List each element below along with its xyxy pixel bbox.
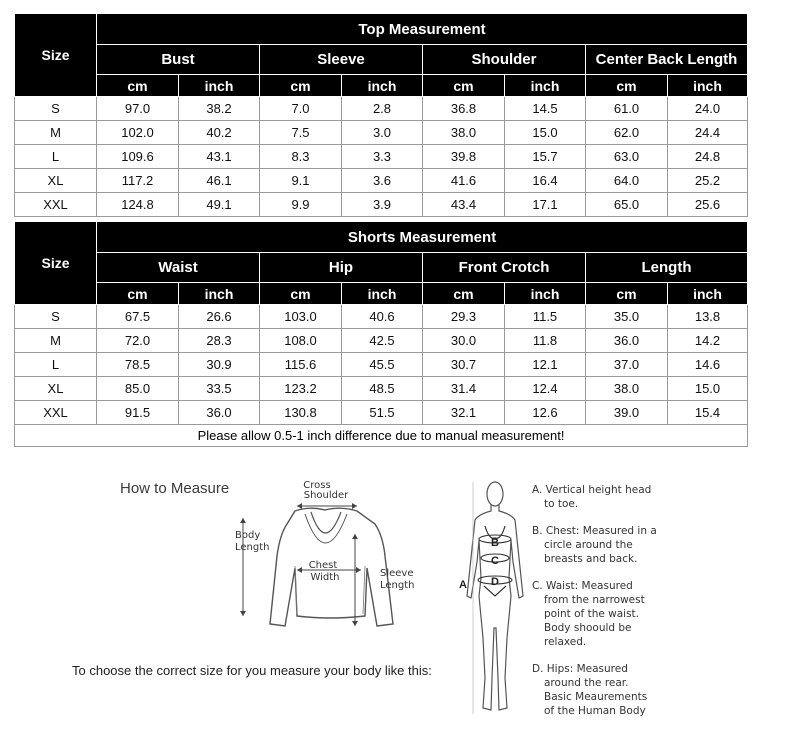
column-group-header: Hip [260,253,423,283]
value-cell: 13.8 [668,305,748,329]
value-cell: 14.2 [668,329,748,353]
value-cell: 36.0 [179,401,260,425]
value-cell: 24.4 [668,121,748,145]
value-cell: 67.5 [97,305,179,329]
value-cell: 14.5 [505,97,586,121]
description-line: point of the waist. [544,608,640,620]
unit-header: inch [505,283,586,305]
size-cell: S [15,97,97,121]
description-line: A. Vertical height head [532,484,652,496]
unit-header: cm [423,75,505,97]
description-a [532,483,651,511]
description-line: circle around the [544,539,633,551]
value-cell: 117.2 [97,169,179,193]
value-cell: 130.8 [260,401,342,425]
value-cell: 8.3 [260,145,342,169]
size-cell: XL [15,377,97,401]
column-group-header: Bust [97,45,260,75]
value-cell: 15.4 [668,401,748,425]
value-cell: 2.8 [342,97,423,121]
value-cell: 91.5 [97,401,179,425]
value-cell: 103.0 [260,305,342,329]
value-cell: 3.9 [342,193,423,217]
value-cell: 3.3 [342,145,423,169]
description-d [532,662,647,718]
description-line: Basic Meaurements [544,691,648,703]
unit-header: cm [260,283,342,305]
size-cell: L [15,353,97,377]
value-cell: 35.0 [586,305,668,329]
table-row [15,97,748,121]
table-row [15,121,748,145]
sweater-diagram [225,476,425,636]
value-cell: 15.7 [505,145,586,169]
value-cell: 42.5 [342,329,423,353]
value-cell: 108.0 [260,329,342,353]
value-cell: 45.5 [342,353,423,377]
value-cell: 15.0 [668,377,748,401]
letter-c-label: C [491,555,499,567]
value-cell: 40.6 [342,305,423,329]
size-cell: XXL [15,193,97,217]
value-cell: 37.0 [586,353,668,377]
value-cell: 33.5 [179,377,260,401]
description-c [532,579,645,649]
size-cell: M [15,329,97,353]
value-cell: 32.1 [423,401,505,425]
value-cell: 72.0 [97,329,179,353]
chest-width-label-line1: Chest [308,560,338,571]
value-cell: 3.0 [342,121,423,145]
size-header: Size [15,14,97,97]
sleeve-length-label-line1: Sleeve [380,568,414,579]
description-line: from the narrowest [544,594,645,606]
value-cell: 115.6 [260,353,342,377]
value-cell: 11.5 [505,305,586,329]
value-cell: 102.0 [97,121,179,145]
description-line: C. Waist: Measured [532,580,633,592]
value-cell: 30.9 [179,353,260,377]
value-cell: 17.1 [505,193,586,217]
value-cell: 124.8 [97,193,179,217]
value-cell: 24.0 [668,97,748,121]
size-cell: XL [15,169,97,193]
description-line: breasts and back. [544,553,638,565]
size-cell: S [15,305,97,329]
value-cell: 46.1 [179,169,260,193]
value-cell: 78.5 [97,353,179,377]
table-row [15,377,748,401]
letter-b-label: B [491,537,499,549]
choose-size-instruction: To choose the correct size for you measure your body like this: [72,663,432,678]
cross-shoulder-label-line1: Cross [303,480,331,491]
shorts-measurement-table [14,221,748,447]
value-cell: 29.3 [423,305,505,329]
size-cell: L [15,145,97,169]
value-cell: 30.0 [423,329,505,353]
column-group-header: Sleeve [260,45,423,75]
value-cell: 43.4 [423,193,505,217]
column-group-header: Shoulder [423,45,586,75]
value-cell: 28.3 [179,329,260,353]
table-row [15,353,748,377]
column-group-header: Length [586,253,748,283]
value-cell: 7.0 [260,97,342,121]
table-row [15,329,748,353]
body-length-label-line2: Length [235,542,270,553]
value-cell: 25.2 [668,169,748,193]
value-cell: 9.1 [260,169,342,193]
sleeve-length-label-line2: Length [380,580,415,591]
value-cell: 41.6 [423,169,505,193]
unit-header: cm [423,283,505,305]
value-cell: 9.9 [260,193,342,217]
measurement-note: Please allow 0.5-1 inch difference due to manual measurement! [15,425,748,447]
value-cell: 61.0 [586,97,668,121]
top-measurement-table [14,13,748,217]
description-line: around the rear. [544,677,629,689]
description-line: relaxed. [544,636,587,648]
value-cell: 49.1 [179,193,260,217]
value-cell: 12.6 [505,401,586,425]
unit-header: cm [97,75,179,97]
value-cell: 38.2 [179,97,260,121]
value-cell: 39.8 [423,145,505,169]
value-cell: 24.8 [668,145,748,169]
size-header: Size [15,222,97,305]
description-line: D. Hips: Measured [532,663,628,675]
value-cell: 25.6 [668,193,748,217]
value-cell: 97.0 [97,97,179,121]
unit-header: inch [342,75,423,97]
description-b [532,524,657,566]
value-cell: 15.0 [505,121,586,145]
description-line: Body shoould be [544,622,632,634]
unit-header: inch [505,75,586,97]
column-group-header: Center Back Length [586,45,748,75]
value-cell: 16.4 [505,169,586,193]
description-line: to toe. [544,498,579,510]
value-cell: 12.4 [505,377,586,401]
value-cell: 39.0 [586,401,668,425]
value-cell: 109.6 [97,145,179,169]
unit-header: cm [260,75,342,97]
value-cell: 3.6 [342,169,423,193]
column-group-header: Waist [97,253,260,283]
value-cell: 43.1 [179,145,260,169]
description-line: B. Chest: Measured in a [532,525,657,537]
size-cell: XXL [15,401,97,425]
description-line: of the Human Body [544,705,646,717]
letter-d-label: D [491,576,499,588]
value-cell: 31.4 [423,377,505,401]
value-cell: 11.8 [505,329,586,353]
body-figure-diagram [455,478,530,718]
table-row [15,193,748,217]
unit-header: inch [179,75,260,97]
how-to-measure-heading: How to Measure [120,480,230,497]
unit-header: inch [668,75,748,97]
value-cell: 38.0 [586,377,668,401]
unit-header: inch [668,283,748,305]
table-title: Top Measurement [97,14,748,45]
value-cell: 12.1 [505,353,586,377]
unit-header: cm [586,283,668,305]
value-cell: 64.0 [586,169,668,193]
table-row [15,305,748,329]
size-cell: M [15,121,97,145]
unit-header: inch [179,283,260,305]
value-cell: 62.0 [586,121,668,145]
value-cell: 63.0 [586,145,668,169]
value-cell: 26.6 [179,305,260,329]
value-cell: 123.2 [260,377,342,401]
value-cell: 7.5 [260,121,342,145]
cross-shoulder-label-line2: Shoulder [303,490,349,501]
table-row [15,401,748,425]
value-cell: 51.5 [342,401,423,425]
value-cell: 38.0 [423,121,505,145]
letter-a-label: A [459,579,467,591]
value-cell: 85.0 [97,377,179,401]
value-cell: 65.0 [586,193,668,217]
chest-width-label-line2: Width [310,572,340,583]
unit-header: cm [97,283,179,305]
column-group-header: Front Crotch [423,253,586,283]
value-cell: 30.7 [423,353,505,377]
value-cell: 14.6 [668,353,748,377]
table-row [15,169,748,193]
table-title: Shorts Measurement [97,222,748,253]
value-cell: 36.8 [423,97,505,121]
body-length-label-line1: Body [235,530,261,541]
unit-header: inch [342,283,423,305]
value-cell: 48.5 [342,377,423,401]
value-cell: 36.0 [586,329,668,353]
table-row [15,145,748,169]
value-cell: 40.2 [179,121,260,145]
unit-header: cm [586,75,668,97]
